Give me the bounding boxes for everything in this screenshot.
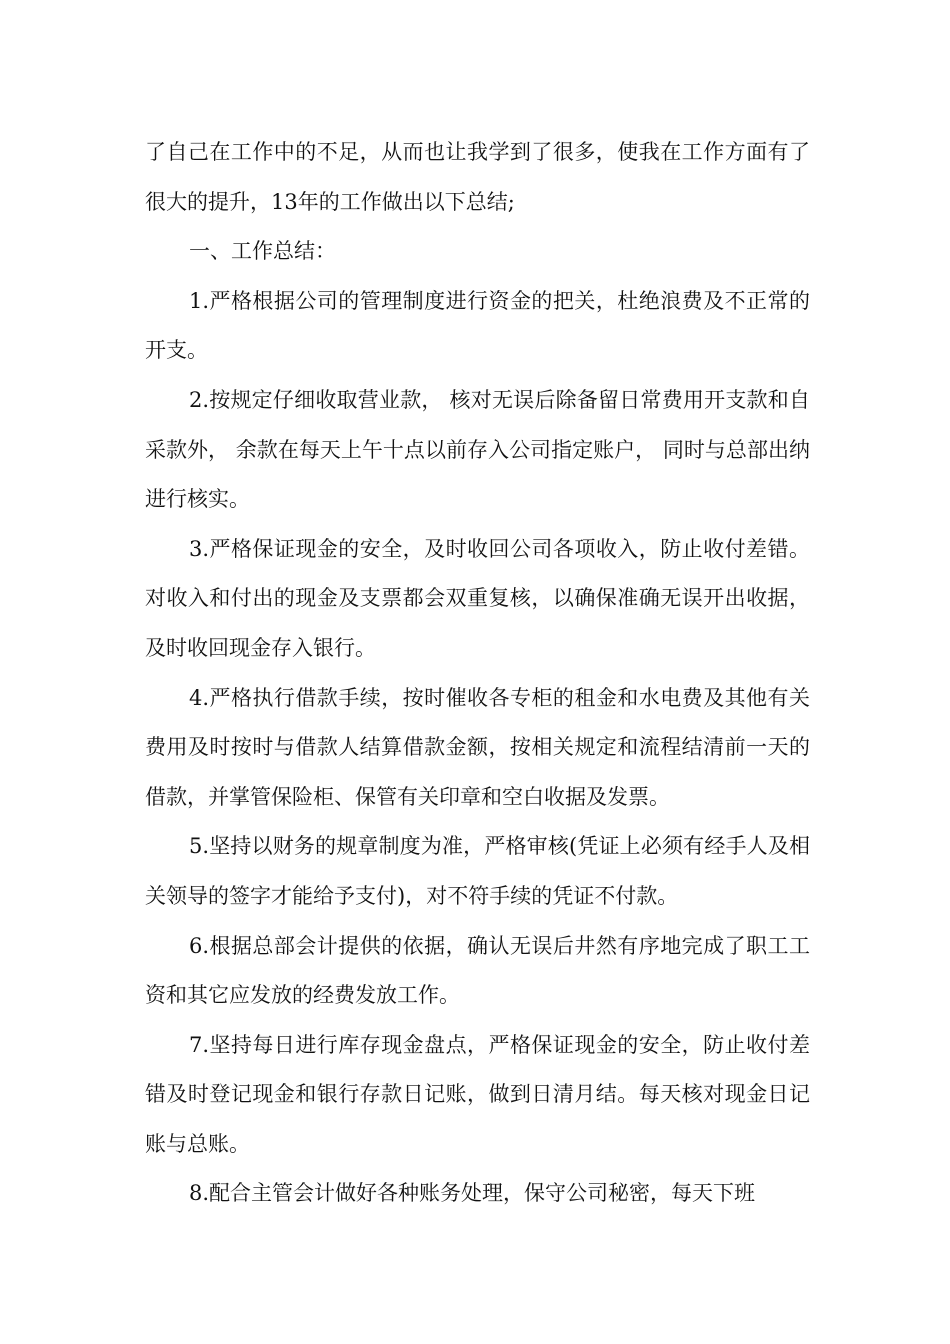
section-heading-work-summary: 一、工作总结： xyxy=(189,239,336,264)
list-item-2: 2.按规定仔细收取营业款， 核对无误后除备留日常费用开支款和自采款外， 余款在每天上午十点以前存入公司指定账户， 同时与总部出纳进行核实。 xyxy=(145,387,810,512)
list-item-6: 6.根据总部会计提供的依据，确认无误后井然有序地完成了职工工资和其它应发放的经费发放工作。 xyxy=(145,933,810,1008)
list-item-5: 5.坚持以财务的规章制度为准，严格审核(凭证上必须有经手人及相关领导的签字才能给予支付)，对不符手续的凭证不付款。 xyxy=(145,834,810,908)
list-item-3: 3.严格保证现金的安全，及时收回公司各项收入，防止收付差错。对收入和付出的现金及支票都会双重复核，以确保准确无误开出收据，及时收回现金存入银行。 xyxy=(145,536,810,660)
list-item-1: 1.严格根据公司的管理制度进行资金的把关，杜绝浪费及不正常的开支。 xyxy=(145,288,810,363)
list-item-4: 4.严格执行借款手续，按时催收各专柜的租金和水电费及其他有关费用及时按时与借款人结算借款金额，按相关规定和流程结清前一天的借款，并掌管保险柜、保管有关印章和空白收据及发票。 xyxy=(145,685,810,809)
list-item-7: 7.坚持每日进行库存现金盘点，严格保证现金的安全，防止收付差错及时登记现金和银行存款日记账，做到日清月结。每天核对现金日记账与总账。 xyxy=(145,1032,810,1156)
list-item-8: 8.配合主管会计做好各种账务处理，保守公司秘密，每天下班 xyxy=(189,1181,756,1206)
document-body xyxy=(145,128,810,1219)
paragraph-continuation: 了自己在工作中的不足，从而也让我学到了很多，使我在工作方面有了很大的提升，13年的工作做出以下总结; xyxy=(145,140,810,214)
